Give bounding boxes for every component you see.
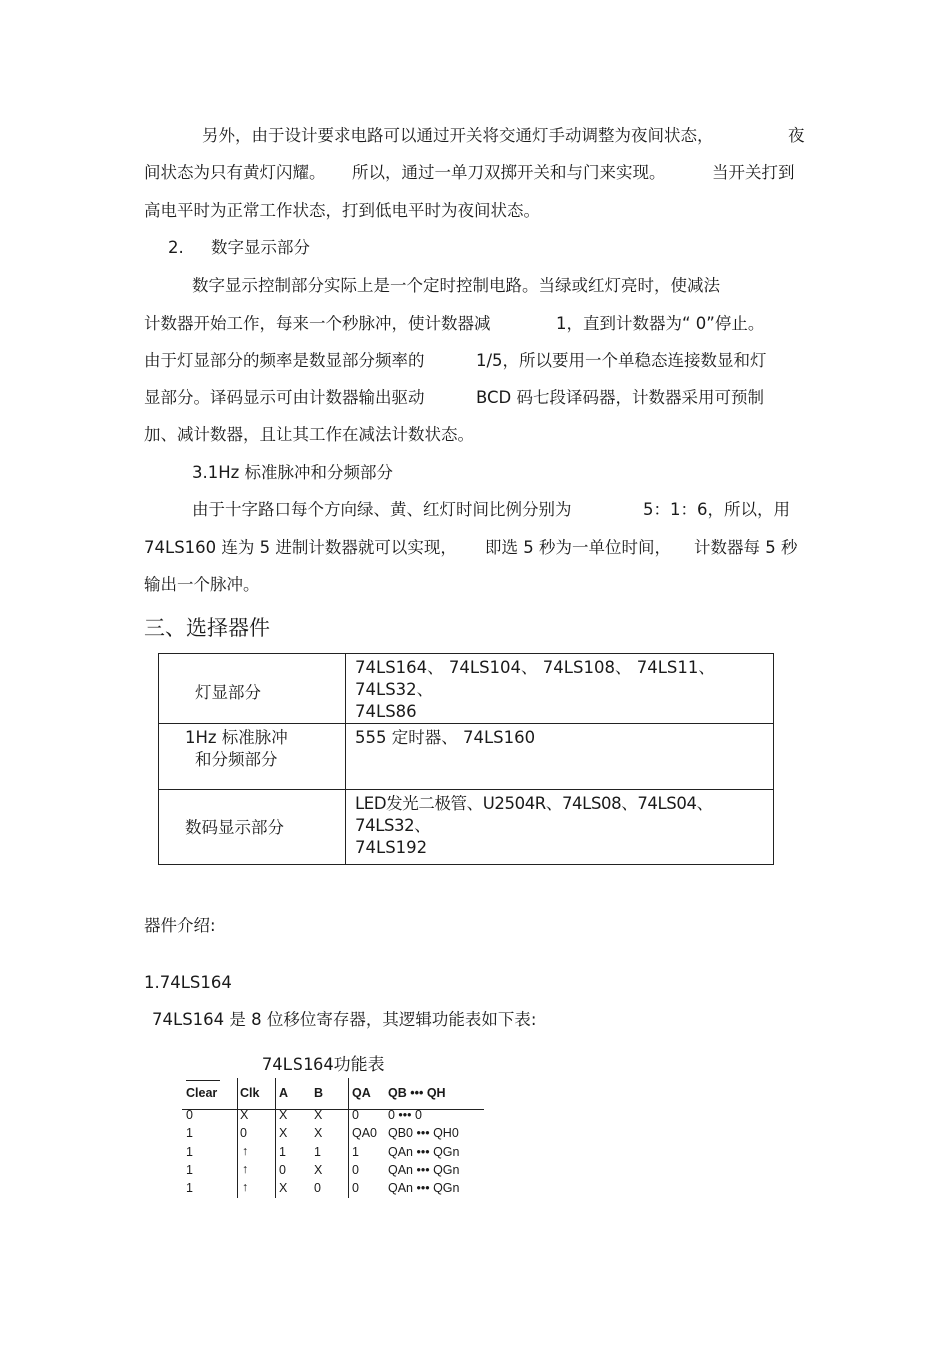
table-cell: 1 (186, 1163, 193, 1177)
table-cell: 1 (186, 1126, 193, 1140)
table-cell: 0 (186, 1108, 193, 1122)
para3-line1b: 5：1：6，所以，用 (643, 500, 790, 519)
table-cell: 1 (279, 1145, 286, 1159)
cell-line: 74LS192 (355, 838, 428, 857)
table-cell: X (314, 1163, 323, 1177)
header-qa: QA (352, 1086, 371, 1100)
para1-line2b: 所以，通过一单刀双掷开关和与门来实现。 (352, 163, 666, 182)
para2-line3b: 1/5，所以要用一个单稳态连接数显和灯 (476, 351, 767, 370)
item1-title: 1.74LS164 (144, 973, 232, 992)
table-cell: 0 ••• 0 (388, 1108, 422, 1122)
para1-line3: 高电平时为正常工作状态，打到低电平时为夜间状态。 (144, 201, 540, 220)
para1-line2a: 间状态为只有黄灯闪耀。 (144, 163, 326, 182)
cell-line: 555 定时器、 74LS160 (355, 728, 536, 747)
table-cell: QAn ••• QGn (388, 1145, 460, 1159)
header-clk: Clk (240, 1086, 260, 1100)
table-cell: 0 (279, 1163, 286, 1177)
para2-line2b: 1，直到计数器为“ 0”停止。 (556, 314, 765, 333)
clear-overline (186, 1080, 220, 1081)
para3-line2b: 即选 5 秒为一单位时间， (485, 538, 671, 557)
table-row (159, 654, 774, 724)
column-rule (275, 1078, 276, 1198)
para3-line2c: 计数器每 5 秒 (694, 538, 798, 557)
table-cell: X (314, 1108, 323, 1122)
table-cell: 0 (352, 1108, 359, 1122)
table-cell: 1 (186, 1145, 193, 1159)
table-cell (159, 724, 346, 790)
row-label: 和分频部分 (195, 750, 278, 769)
para2-line3a: 由于灯显部分的频率是数显部分频率的 (144, 351, 425, 370)
table-cell: QA0 (352, 1126, 378, 1140)
header-qb-qh: QB ••• QH (388, 1086, 446, 1100)
table-cell: 1 (186, 1181, 193, 1195)
column-rule (237, 1078, 238, 1198)
row-label: 数码显示部分 (185, 818, 284, 837)
para1-line2c: 当开关打到 (712, 163, 795, 182)
rising-edge-arrow: ↑ (242, 1162, 249, 1176)
column-rule (348, 1078, 349, 1198)
table-cell: 0 (240, 1126, 247, 1140)
cell-line: 74LS86 (355, 702, 417, 721)
parts-table (158, 653, 774, 865)
table-cell: 1 (314, 1145, 321, 1159)
table-cell: X (279, 1181, 288, 1195)
table-cell: X (314, 1126, 323, 1140)
header-a: A (279, 1086, 289, 1100)
item1-description: 74LS164 是 8 位移位寄存器，其逻辑功能表如下表: (152, 1010, 537, 1029)
section2-number: 2. (168, 238, 184, 257)
cell-line: 74LS164、 74LS104、 74LS108、 74LS11、 74LS32、 (355, 658, 715, 699)
para3-line2a: 74LS160 连为 5 进制计数器就可以实现， (144, 538, 457, 557)
table-cell: 1 (352, 1145, 359, 1159)
para2-line2a: 计数器开始工作，每来一个秒脉冲，使计数器减 (144, 314, 491, 333)
table-cell (346, 790, 774, 865)
table-cell: X (240, 1108, 249, 1122)
para3-line3: 输出一个脉冲。 (144, 575, 260, 594)
table-cell: 0 (314, 1181, 321, 1195)
table-cell: 0 (352, 1181, 359, 1195)
table-cell (159, 654, 346, 724)
function-table-title: 74LS164功能表 (262, 1055, 385, 1075)
para1-line1b: 夜 (788, 126, 805, 145)
para2-line1: 数字显示控制部分实际上是一个定时控制电路。当绿或红灯亮时，使减法 (192, 276, 720, 295)
header-b: B (314, 1086, 324, 1100)
rising-edge-arrow: ↑ (242, 1144, 249, 1158)
para2-line4a: 显部分。译码显示可由计数器输出驱动 (144, 388, 425, 407)
rising-edge-arrow: ↑ (242, 1180, 249, 1194)
para2-line5: 加、减计数器，且让其工作在减法计数状态。 (144, 425, 474, 444)
table-cell (346, 654, 774, 724)
para3-line1a: 由于十字路口每个方向绿、黄、红灯时间比例分别为 (192, 500, 572, 519)
table-row (159, 724, 774, 790)
cell-line: LED发光二极管、U2504R、74LS08、74LS04、74LS32、 (355, 794, 713, 835)
table-cell: QAn ••• QGn (388, 1163, 460, 1177)
section2-title: 数字显示部分 (211, 238, 310, 257)
table-cell (159, 790, 346, 865)
row-label: 1Hz 标准脉冲 (185, 728, 288, 747)
intro-label: 器件介绍: (144, 916, 216, 935)
header-rule (182, 1109, 484, 1110)
table-cell: QB0 ••• QH0 (388, 1126, 459, 1140)
table-cell: X (279, 1126, 288, 1140)
section3-title: 3.1Hz 标准脉冲和分频部分 (192, 463, 394, 482)
para2-line4b: BCD 码七段译码器，计数器采用可预制 (476, 388, 765, 407)
section-heading-select: 三、选择器件 (144, 616, 270, 640)
table-cell: 0 (352, 1163, 359, 1177)
table-cell: X (279, 1108, 288, 1122)
para1-line1a: 另外，由于设计要求电路可以通过开关将交通灯手动调整为夜间状态， (202, 126, 714, 145)
row-label: 灯显部分 (195, 683, 261, 702)
table-cell: QAn ••• QGn (388, 1181, 460, 1195)
table-row (159, 790, 774, 865)
header-clear: Clear (186, 1086, 218, 1100)
table-cell (346, 724, 774, 790)
